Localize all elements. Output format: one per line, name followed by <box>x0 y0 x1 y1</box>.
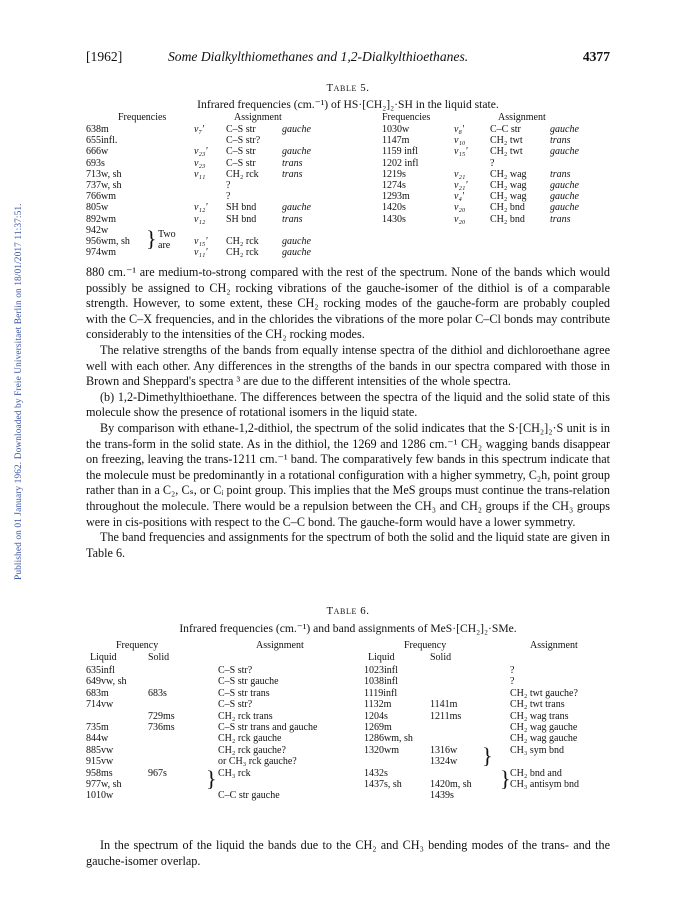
paragraph: By comparison with ethane-1,2-dithiol, the spectrum of the solid indicates that the S·[CH₂]₂·S unit is in the trans-form in the solid state. As in the dithiol, the 1269 and 1286 cm.⁻¹ CH₂ wagging bands disappear on freezing, leaving the trans-1211 cm.⁻¹ band. The comparatively few bands in this spectrum indicate that the molecule must be predominantly in a rotational configuration with a higher symmetry, C₂h, point group rather than in a C₂, Cₛ, or Cᵢ point group. This implies that the MeS groups must continue the trans-relation throughout the molecule. There would be a repulsion between the CH₃ and CH₂ groups if the CH₃ groups were in cis-positions with respect to the C–C bond. The gauche-form would have a lower symmetry. <box>86 420 610 529</box>
table5-conformer: gauche <box>282 124 311 135</box>
table5-frequency: 1274s <box>382 180 406 191</box>
header-title: Some Dialkylthiomethanes and 1,2-Dialkylthioethanes. <box>168 49 469 64</box>
table5-assignment: CH₂ rck <box>226 168 259 180</box>
paragraph: The relative strengths of the bands from equally intense spectra of the dithiol and dichloroethane agree well with each other. Any differences in the strengths of the bands in our spectra compared with those in Brown and Sheppard's spectra ³ are due to the different intensities of the whole spectra. <box>86 342 610 389</box>
table5-assignment: CH₂ bnd <box>490 213 525 225</box>
table6-assignment: CH₂ rck trans <box>218 710 273 722</box>
table5-assignment: ? <box>226 180 231 191</box>
table5-mode: ν₁₁' <box>194 247 208 259</box>
table5-frequency: 1420s <box>382 202 406 214</box>
table5-brace: } <box>146 225 157 251</box>
table5-frequency: 1147m <box>382 135 410 147</box>
table5-frequency: 974wm <box>86 247 116 259</box>
table6-head-liquid-left: Liquid <box>90 652 117 663</box>
table6-head-assignment-left: Assignment <box>256 640 304 651</box>
table5-mode: ν₂₀ <box>454 202 466 214</box>
table6-liquid-frequency: 958ms <box>86 767 113 779</box>
table6-assignment: C–S str trans and gauche <box>218 722 318 733</box>
table6-liquid-frequency: 1010w <box>86 790 114 802</box>
table5-head-assignment-left: Assignment <box>234 112 282 123</box>
body-text-2 <box>86 838 610 869</box>
table5-frequency: 1219s <box>382 168 406 180</box>
table5-frequency: 1293m <box>382 191 410 203</box>
table5-assignment: C–C str <box>490 124 521 135</box>
paragraph: (b) 1,2-Dimethylthioethane. The differences between the spectra of the liquid and the solid state of this molecule show the presence of rotational isomers in the liquid state. <box>86 389 610 420</box>
table5-frequency: 655infl. <box>86 135 118 147</box>
table5-assignment: CH₂ bnd <box>490 202 525 214</box>
paragraph: The band frequencies and assignments for the spectrum of both the solid and the liquid state are given in Table 6. <box>86 530 610 560</box>
table6-liquid-frequency: 1132m <box>364 699 392 711</box>
table5-mode: ν₂₁ <box>454 168 466 180</box>
table6-assignment: C–S str trans <box>218 687 270 699</box>
table5-mode: ν₁₂ <box>194 213 206 225</box>
table6-assignment: CH₂ bnd and <box>510 767 562 779</box>
table5-mode: ν₂₁' <box>454 180 468 191</box>
table6-liquid-frequency: 1119infl <box>364 687 398 699</box>
table5-frequency: 1202 infl <box>382 157 419 169</box>
table5-head-frequencies-right: Frequencies <box>382 112 431 123</box>
table6-liquid-frequency: 1432s <box>364 767 388 779</box>
table5-conformer: gauche <box>282 146 311 158</box>
table5-conformer: trans <box>550 135 571 147</box>
table6-head-frequency-right: Frequency <box>404 640 447 651</box>
table6-liquid-frequency: 915vw <box>86 756 114 768</box>
table5-conformer: trans <box>550 213 571 225</box>
table6-liquid-frequency: 683m <box>86 687 109 699</box>
table6-label: Table 6. <box>326 605 370 617</box>
table5-conformer: trans <box>282 168 303 180</box>
table6-assignment: C–S str? <box>218 699 253 711</box>
table6-liquid-frequency: 1038infl <box>364 676 398 688</box>
table5-mode: ν₄' <box>454 191 465 203</box>
body-text-1 <box>86 265 610 561</box>
table5-mode: ν₁₀ <box>454 135 466 147</box>
table5-mode: ν₂₀ <box>454 213 466 225</box>
table5-assignment: C–S str <box>226 157 256 169</box>
table5-assignment: SH bnd <box>226 202 257 214</box>
table6-brace: } <box>500 765 511 791</box>
table5-conformer: gauche <box>550 202 579 214</box>
table5-are: are <box>158 239 171 251</box>
table5-frequency: 713w, sh <box>86 168 122 180</box>
paragraph: 880 cm.⁻¹ are medium-to-strong compared with the rest of the spectrum. None of the bands which would possibly be assigned to CH₂ rocking vibrations of the gauche-isomer of the dithiol is of a comparable strength. However, to some extent, these CH₂ rocking modes of the gauche-form are probably coupled with the C–X frequencies, and in the chlorides the vibrations of the more polar C–Cl bonds may contribute considerably to the intensities of the CH₂ rocking modes. <box>86 265 610 342</box>
table6-head-frequency-left: Frequency <box>116 640 159 651</box>
table6-liquid-frequency: 1023infl <box>364 665 398 676</box>
table5-conformer: trans <box>282 213 303 225</box>
table6-brace: } <box>206 765 217 791</box>
table6-assignment: CH₂ wag gauche <box>510 722 578 733</box>
table6-brace: } <box>482 742 493 768</box>
table6-liquid-frequency: 735m <box>86 722 109 733</box>
table6-liquid-frequency: 635infl <box>86 665 115 676</box>
table5-frequency: 892wm <box>86 213 116 225</box>
table5-conformer: gauche <box>282 202 311 214</box>
table5-assignment: SH bnd <box>226 213 257 225</box>
table5 <box>86 112 610 259</box>
table6-assignment: ? <box>510 665 515 676</box>
table6-liquid-frequency: 1269m <box>364 722 392 733</box>
table6-liquid-frequency: 1320wm <box>364 744 399 756</box>
table5-conformer: gauche <box>550 124 579 135</box>
table6-head-solid-right: Solid <box>430 652 452 663</box>
table6-liquid-frequency: 844w <box>86 733 109 745</box>
table5-assignment: C–S str <box>226 146 256 158</box>
table6-head-liquid-right: Liquid <box>368 652 395 663</box>
table6-solid-frequency: 1439s <box>430 790 454 802</box>
table5-assignment: ? <box>226 191 231 203</box>
table5-assignment: C–S str? <box>226 135 261 147</box>
table5-head-frequencies-left: Frequencies <box>118 112 167 123</box>
table6-liquid-frequency: 1204s <box>364 710 388 722</box>
table5-mode: ν₇' <box>194 124 205 135</box>
table5-mode: ν₁₅' <box>194 236 208 247</box>
table6-assignment: CH₂ rck gauche? <box>218 744 286 756</box>
table5-frequency: 737w, sh <box>86 180 122 191</box>
table5-conformer: trans <box>282 157 303 169</box>
table6-assignment: CH₂ wag gauche <box>510 733 578 745</box>
table6-head-assignment-right: Assignment <box>530 640 578 651</box>
table6 <box>86 640 610 800</box>
table5-frequency: 1030w <box>382 124 410 135</box>
table5-caption: Infrared frequencies (cm.⁻¹) of HS·[CH₂]₂·SH in the liquid state. <box>197 98 499 111</box>
publication-notice-link[interactable]: Published on 01 January 1962. Downloaded by Freie Universitaet Berlin on 18/01/2017 11:37:51. <box>14 203 24 580</box>
table5-conformer: gauche <box>550 191 579 203</box>
table6-assignment: C–S str? <box>218 665 253 676</box>
table5-mode: ν₁₅' <box>454 146 468 158</box>
table5-conformer: gauche <box>550 146 579 158</box>
table6-solid-frequency: 1316w <box>430 744 458 756</box>
table6-liquid-frequency: 977w, sh <box>86 779 122 790</box>
table5-two: Two <box>158 228 176 240</box>
table6-liquid-frequency: 714vw <box>86 699 114 711</box>
table6-assignment: CH₂ rck gauche <box>218 733 282 745</box>
table5-assignment: CH₂ twt <box>490 135 523 147</box>
table6-assignment: CH₃ rck <box>218 767 251 779</box>
header-page-number: 4377 <box>582 49 610 64</box>
table6-assignment: CH₂ twt gauche? <box>510 687 578 699</box>
header-year: [1962] <box>86 49 123 64</box>
table5-conformer: trans <box>550 168 571 180</box>
table5-frequency: 693s <box>86 157 105 169</box>
table5-frequency: 766wm <box>86 191 116 203</box>
table5-mode: ν₈' <box>454 124 465 135</box>
table6-solid-frequency: 967s <box>148 767 167 779</box>
table5-mode: ν₁₁ <box>194 168 206 180</box>
table5-frequency: 956wm, sh <box>86 236 130 247</box>
table5-assignment: CH₂ rck <box>226 247 259 259</box>
table6-solid-frequency: 683s <box>148 687 167 699</box>
table5-mode: ν₁₂' <box>194 202 208 214</box>
table5-mode: ν₂₃ <box>194 157 206 169</box>
table6-assignment: CH₃ sym bnd <box>510 744 565 756</box>
table5-label: Table 5. <box>326 82 370 94</box>
table5-assignment: CH₂ wag <box>490 191 527 203</box>
table5-mode: ν₂₃' <box>194 146 208 158</box>
table5-conformer: gauche <box>282 247 311 259</box>
table5-frequency: 638m <box>86 124 109 135</box>
publication-sidebar <box>2 150 24 580</box>
table6-head-solid-left: Solid <box>148 652 170 663</box>
table5-frequency: 942w <box>86 224 109 236</box>
table6-assignment: C–S str gauche <box>218 676 279 688</box>
table6-assignment: C–C str gauche <box>218 790 280 802</box>
table5-assignment: CH₂ twt <box>490 146 523 158</box>
paragraph: In the spectrum of the liquid the bands due to the CH₂ and CH₃ bending modes of the trans- and the gauche-isomer overlap. <box>86 838 610 868</box>
table6-assignment: CH₂ wag trans <box>510 710 569 722</box>
table5-assignment: CH₂ wag <box>490 180 527 191</box>
table5-conformer: gauche <box>550 180 579 191</box>
table6-solid-frequency: 736ms <box>148 722 175 733</box>
table6-solid-frequency: 1324w <box>430 756 458 768</box>
table6-assignment: CH₃ antisym bnd <box>510 779 580 790</box>
table6-solid-frequency: 1420m, sh <box>430 779 472 790</box>
table6-caption: Infrared frequencies (cm.⁻¹) and band assignments of MeS·[CH₂]₂·SMe. <box>179 622 517 635</box>
table5-head-assignment-right: Assignment <box>498 112 546 123</box>
table5-assignment: ? <box>490 157 495 169</box>
table5-frequency: 1430s <box>382 213 406 225</box>
table6-assignment: CH₂ twt trans <box>510 699 565 711</box>
table5-conformer: gauche <box>282 236 311 247</box>
table6-solid-frequency: 1211ms <box>430 710 462 722</box>
table5-frequency: 805w <box>86 202 109 214</box>
table5-frequency: 666w <box>86 146 109 158</box>
table5-assignment: CH₂ wag <box>490 168 527 180</box>
table6-assignment: ? <box>510 676 515 688</box>
table6-assignment: or CH₃ rck gauche? <box>218 756 297 768</box>
table6-solid-frequency: 1141m <box>430 699 458 711</box>
table6-liquid-frequency: 1437s, sh <box>364 779 402 790</box>
table5-assignment: C–S str <box>226 124 256 135</box>
table6-liquid-frequency: 649vw, sh <box>86 676 127 688</box>
table6-liquid-frequency: 1286wm, sh <box>364 733 413 745</box>
table5-frequency: 1159 infl <box>382 146 419 158</box>
table5-assignment: CH₂ rck <box>226 236 259 247</box>
table6-solid-frequency: 729ms <box>148 710 175 722</box>
table6-liquid-frequency: 885vw <box>86 744 114 756</box>
